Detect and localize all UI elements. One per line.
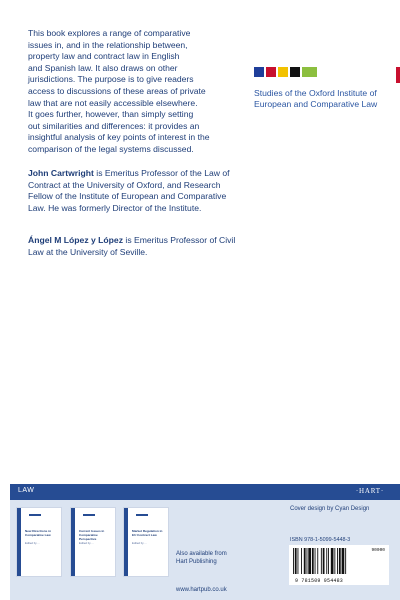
barcode-bar [317,548,318,574]
related-book-thumbnail [123,507,169,577]
back-cover-blurb [28,28,238,156]
book-spine-strip [17,508,21,576]
barcode-digits: 9 781509 954483 [295,578,344,584]
barcode-bars [293,548,365,576]
book-logo [83,514,95,516]
related-book-title: Market Regulation in EU Contract Law [132,529,163,537]
related-book-thumbnail [16,507,62,577]
barcode-bar [301,548,302,574]
barcode-bar [295,548,297,574]
book-spine-strip [124,508,128,576]
related-book-authors: Edited by ... [132,541,147,545]
barcode-bar [308,548,311,574]
barcode-bar [323,548,325,574]
stripe-green [302,67,317,77]
category-label: LAW [18,487,35,494]
stripe-blue [254,67,264,77]
publisher-logo: ·HART· [355,487,384,495]
spine-red-tab [396,67,400,83]
barcode-bar [315,548,316,574]
stripe-red [266,67,276,77]
category-band [10,484,400,500]
book-logo [29,514,41,516]
barcode-bar [321,548,322,574]
author-bio-text: is Emeritus Professor of Civil Law at the University of Seville. [28,235,236,257]
related-book-authors: Edited by ... [79,541,94,545]
barcode-bar [331,548,334,574]
also-available-text: Also available from Hart Publishing [176,551,227,565]
related-book-title: New Directions in Comparative Law [25,529,51,537]
barcode-bar [328,548,329,574]
related-book-title: Current Issues in Comparative Perspective [79,529,105,541]
related-book-authors: Edited by ... [25,541,40,545]
publisher-url: www.hartpub.co.uk [176,587,227,593]
stripe-black [290,67,300,77]
author-bio-2 [28,235,243,258]
cover-footer [10,484,400,600]
barcode-bar [345,548,346,574]
barcode-bar [298,548,299,574]
barcode-bar [337,548,338,574]
barcode-addon: 90000 [371,548,385,553]
isbn-text: ISBN 978-1-5099-5448-3 [290,537,351,543]
author-name: John Cartwright [28,168,94,178]
author-bio-1 [28,168,243,214]
barcode-bar [342,548,345,574]
barcode-bar [339,548,341,574]
barcode-bar [293,548,294,574]
cover-design-credit: Cover design by Cyan Design [290,506,370,512]
author-name: Ángel M López y López [28,235,124,245]
author-bio-text: is Emeritus Professor of the Law of Contract at the University of Oxford, and Research Fellow of the Institute of European and Comparative Law. He was formerly Director of the Institute. [28,168,230,213]
book-spine-strip [71,508,75,576]
related-book-thumbnail [70,507,116,577]
blurb-text: This book explores a range of comparative issues in, and in the relationship between, property law and contract law in English and Spanish law. It also draws on other jurisdictions. The purpose is to give readers access to discussions of these areas of private law that are not easily accessible elsewhere. It goes further, however, than simply setting out similarities and differences: it provides an insightful analysis of key points of interest in the comparison of the legal systems discussed. [28,28,210,154]
series-color-stripes [254,67,319,77]
barcode-bar [326,548,327,574]
barcode-bar [312,548,314,574]
barcode-bar [307,548,308,574]
series-title: Studies of the Oxford Institute of European and Comparative Law [254,88,378,110]
barcode [289,545,389,585]
barcode-bar [334,548,335,574]
barcode-bar [304,548,306,574]
book-logo [136,514,148,516]
stripe-yellow [278,67,288,77]
